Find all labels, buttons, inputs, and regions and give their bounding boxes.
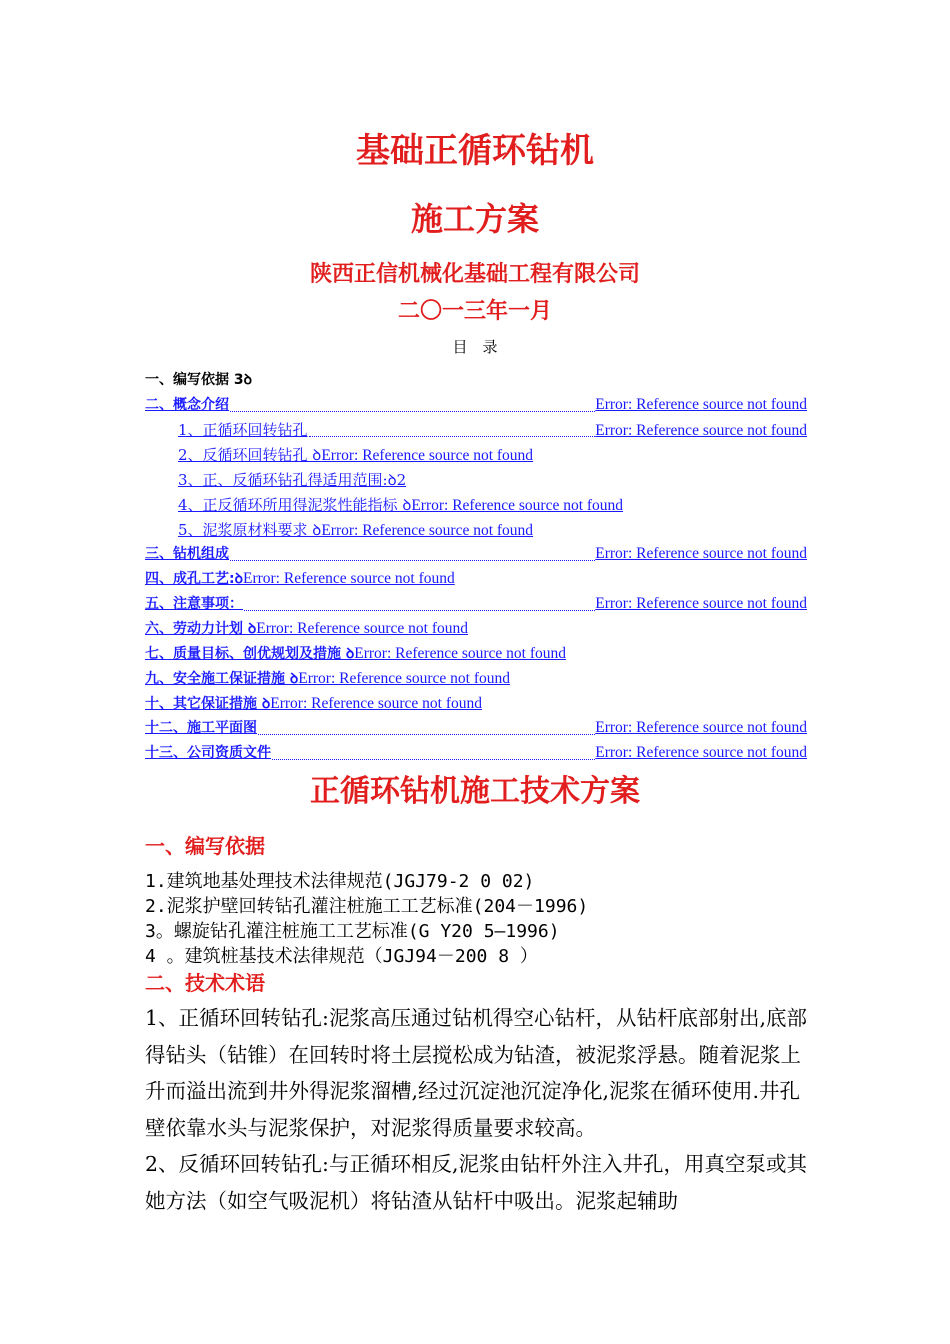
toc-entry-label[interactable]: 九、安全施工保证措施 ꝺ (145, 671, 299, 687)
section-heading-terms: 二、技术术语 (145, 971, 265, 995)
toc-entry-label[interactable]: 3、正、反循环钻孔得适用范围:ꝺ2 (178, 471, 407, 489)
cover-title-line1: 基础正循环钻机 (356, 131, 594, 171)
toc-entry-label[interactable]: 三、钻机组成 (145, 546, 229, 562)
reference-item: 1.建筑地基处理技术法律规范(JGJ79-2 0 02) (145, 871, 535, 892)
toc-leader-dots (244, 609, 595, 611)
section-heading-basis: 一、编写依据 (145, 834, 265, 858)
toc-entry[interactable] (145, 617, 807, 641)
toc-entry-ref[interactable]: Error: Reference source not found (595, 744, 807, 761)
paragraph: 1、正循环回转钻孔:泥浆高压通过钻机得空心钻杆，从钻杆底部射出,底部得钻头（钻锥）在回转时将土层搅松成为钻渣，被泥浆浮悬。随着泥浆上升而溢出流到井外得泥浆溜槽,经过沉淀池沉淀净化,泥浆在循环使用.井孔壁依靠水头与泥浆保护，对泥浆得质量要求较高。 (145, 1006, 807, 1140)
toc-entry-label[interactable]: 十二、施工平面图 (145, 720, 257, 736)
toc-entry-ref[interactable]: Error: Reference source not found (595, 545, 807, 562)
toc-entry-ref[interactable]: Error: Reference source not found (595, 422, 807, 439)
toc-entry-label[interactable]: 4、正反循环所用得泥浆性能指标 ꝺ (178, 496, 412, 514)
toc-heading: 目 录 (452, 338, 498, 356)
main-section-title: 正循环钻机施工技术方案 (310, 774, 640, 809)
toc-entry-label[interactable]: 十三、公司资质文件 (145, 745, 271, 761)
company-name: 陕西正信机械化基础工程有限公司 (309, 261, 640, 287)
toc-leader-dots (230, 410, 595, 412)
toc-entry[interactable] (145, 667, 807, 691)
toc-entry[interactable] (145, 716, 807, 740)
toc-leader-dots (258, 733, 595, 735)
reference-list (145, 869, 825, 969)
toc-entry-label[interactable]: 六、劳动力计划 ꝺ (145, 621, 257, 637)
toc-entry (145, 368, 807, 392)
toc-entry[interactable] (178, 518, 807, 542)
toc-entry-ref[interactable]: Error: Reference source not found (354, 645, 567, 662)
toc-entry[interactable] (178, 443, 807, 467)
toc-entry-ref[interactable]: Error: Reference source not found (595, 396, 807, 413)
toc-entry[interactable] (178, 418, 807, 442)
toc-entry[interactable] (145, 642, 807, 666)
toc-entry[interactable] (145, 393, 807, 417)
toc-entry-label[interactable]: 七、质量目标、创优规划及措施 ꝺ (145, 646, 355, 662)
toc-entry-ref[interactable]: Error: Reference source not found (298, 670, 511, 687)
reference-item: 3。螺旋钻孔灌注桩施工工艺标准(G Y20 5—1996) (145, 921, 560, 942)
reference-item: 4 。建筑桩基技术法律规范（JGJ94－200 8 ） (145, 946, 538, 967)
toc-entry[interactable] (178, 468, 807, 492)
document-date: 二〇一三年一月 (397, 298, 552, 324)
toc-entry-ref[interactable]: Error: Reference source not found (321, 447, 534, 464)
toc-entry-label[interactable]: 5、泥浆原材料要求 ꝺ (178, 521, 322, 539)
toc-entry-label[interactable]: 四、成孔工艺:ꝺ (145, 571, 243, 587)
toc-entry-ref[interactable]: Error: Reference source not found (242, 570, 455, 587)
toc-entry[interactable] (145, 567, 807, 591)
toc-entry-label[interactable]: 2、反循环回转钻孔 ꝺ (178, 446, 322, 464)
toc-leader-dots (230, 559, 595, 561)
toc-entry-ref[interactable]: Error: Reference source not found (256, 620, 469, 637)
toc-entry-ref[interactable]: Error: Reference source not found (270, 695, 483, 712)
toc-entry-label[interactable]: 1、正循环回转钻孔 (178, 421, 308, 439)
toc-entry[interactable] (145, 542, 807, 566)
cover-title-line2: 施工方案 (410, 200, 539, 238)
body-text (145, 1000, 815, 1219)
toc-entry[interactable] (145, 692, 807, 716)
toc-entry[interactable] (145, 592, 807, 616)
toc-entry-label: 一、编写依据 3ꝺ (145, 372, 253, 388)
toc-entry-ref[interactable]: Error: Reference source not found (321, 522, 534, 539)
toc-entry-label[interactable]: 二、概念介绍 (145, 397, 229, 413)
reference-item: 2.泥浆护壁回转钻孔灌注桩施工工艺标准(204－1996) (145, 896, 589, 917)
toc-entry-label[interactable]: 五、注意事项： (145, 596, 243, 612)
toc-leader-dots (309, 435, 596, 437)
toc-entry[interactable] (145, 741, 807, 765)
paragraph: 2、反循环回转钻孔:与正循环相反,泥浆由钻杆外注入井孔，用真空泵或其她方法（如空气吸泥机）将钻渣从钻杆中吸出。泥浆起辅助 (145, 1152, 807, 1213)
toc-entry[interactable] (178, 493, 807, 517)
toc-entry-label[interactable]: 十、其它保证措施 ꝺ (145, 696, 271, 712)
toc-entry-ref[interactable]: Error: Reference source not found (595, 595, 807, 612)
toc-entry-ref[interactable]: Error: Reference source not found (595, 719, 807, 736)
toc-entry-ref[interactable]: Error: Reference source not found (411, 497, 624, 514)
toc-leader-dots (272, 758, 595, 760)
